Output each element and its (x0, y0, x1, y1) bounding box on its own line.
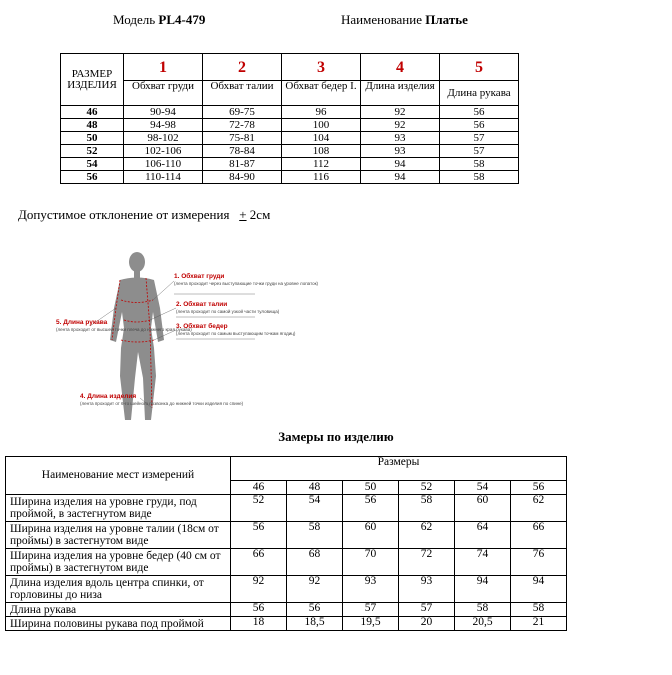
measurement-value: 93 (343, 576, 399, 603)
value-cell: 100 (282, 119, 361, 132)
measurement-value: 92 (231, 576, 287, 603)
col-label-hips: Обхват бедер I. (282, 81, 361, 106)
measurement-value: 62 (511, 495, 567, 522)
size-table (60, 53, 519, 184)
measurement-value: 94 (511, 576, 567, 603)
measurement-name: Ширина изделия на уровне талии (18см от проймы) в застегнутом виде (6, 522, 231, 549)
measurement-name: Ширина изделия на уровне бедер (40 см от проймы) в застегнутом виде (6, 549, 231, 576)
size-cell: 56 (61, 171, 124, 184)
size-header-cell: 54 (455, 481, 511, 495)
measurement-value: 58 (511, 603, 567, 617)
size-cell: 50 (61, 132, 124, 145)
measurement-value: 18 (231, 617, 287, 631)
value-cell: 69-75 (203, 106, 282, 119)
size-header-cell: 46 (231, 481, 287, 495)
measurement-value: 56 (231, 603, 287, 617)
measurement-row (6, 495, 567, 522)
measurement-value: 52 (231, 495, 287, 522)
col-number-4: 4 (361, 54, 440, 81)
name-label: Наименование (341, 12, 422, 27)
measurement-value: 19,5 (343, 617, 399, 631)
size-header-cell: 48 (287, 481, 343, 495)
model-value: PL4-479 (158, 12, 206, 27)
measurement-value: 56 (231, 522, 287, 549)
size-cell: 54 (61, 158, 124, 171)
col-label-length: Длина изделия (361, 81, 440, 106)
value-cell: 92 (361, 119, 440, 132)
measurement-value: 72 (399, 549, 455, 576)
value-cell: 112 (282, 158, 361, 171)
value-cell: 58 (440, 158, 519, 171)
size-row (61, 106, 519, 119)
col-number-1: 1 (124, 54, 203, 81)
col-number-3: 3 (282, 54, 361, 81)
fig-sub-waist: (лента проходит по самой узкой части туловища) (176, 309, 280, 314)
measurement-name: Ширина половины рукава под проймой (6, 617, 231, 631)
tolerance-note (18, 207, 270, 223)
value-cell: 81-87 (203, 158, 282, 171)
fig-sub-sleeve: (лента проходит от высшей точки плеча до нижнего края рукава) (56, 327, 192, 332)
measurement-value: 20 (399, 617, 455, 631)
measurement-value: 54 (287, 495, 343, 522)
measurement-value: 62 (399, 522, 455, 549)
value-cell: 57 (440, 132, 519, 145)
measurements-table (5, 456, 567, 631)
measurements-title: Замеры по изделию (278, 429, 394, 444)
measurement-value: 56 (287, 603, 343, 617)
fig-label-waist: 2. Обхват талии (176, 301, 228, 308)
fig-label-sleeve: 5. Длина рукава (56, 319, 108, 326)
measurement-value: 66 (511, 522, 567, 549)
measurement-value: 76 (511, 549, 567, 576)
name-header: Наименование мест измерений (6, 457, 231, 495)
fig-label-chest: 1. Обхват груди (174, 273, 225, 280)
measurement-value: 56 (343, 495, 399, 522)
name-value: Платье (425, 12, 468, 27)
measurement-name: Ширина изделия на уровне груди, под проймой, в застегнутом виде (6, 495, 231, 522)
measurement-row (6, 549, 567, 576)
measurement-value: 74 (455, 549, 511, 576)
size-header-cell: 56 (511, 481, 567, 495)
fig-sub-chest: (лента проходит через выступающие точки груди на уровне лопаток) (174, 281, 319, 286)
value-cell: 116 (282, 171, 361, 184)
value-cell: 104 (282, 132, 361, 145)
measurement-value: 93 (399, 576, 455, 603)
fig-label-length: 4. Длина изделия (80, 393, 137, 400)
leader-lines (90, 281, 255, 408)
size-header-cell: 52 (399, 481, 455, 495)
size-row (61, 119, 519, 132)
measurement-value: 60 (343, 522, 399, 549)
model-line (113, 12, 205, 28)
size-header-cell: 50 (343, 481, 399, 495)
size-cell: 52 (61, 145, 124, 158)
value-cell: 93 (361, 132, 440, 145)
col-label-sleeve: Длина рукава (440, 81, 519, 106)
measurement-value: 94 (455, 576, 511, 603)
measurement-value: 92 (287, 576, 343, 603)
measurement-value: 64 (455, 522, 511, 549)
measurement-name: Длина рукава (6, 603, 231, 617)
measurement-row (6, 576, 567, 603)
size-row (61, 171, 519, 184)
value-cell: 78-84 (203, 145, 282, 158)
value-cell: 56 (440, 106, 519, 119)
tolerance-value: 2см (246, 207, 271, 222)
col-number-5: 5 (440, 54, 519, 81)
size-row (61, 132, 519, 145)
measurement-value: 70 (343, 549, 399, 576)
col-label-chest: Обхват груди (124, 81, 203, 106)
measurement-value: 66 (231, 549, 287, 576)
tolerance-text: Допустимое отклонение от измерения (18, 207, 230, 222)
value-cell: 96 (282, 106, 361, 119)
value-cell: 102-106 (124, 145, 203, 158)
measurement-value: 18,5 (287, 617, 343, 631)
value-cell: 98-102 (124, 132, 203, 145)
value-cell: 94-98 (124, 119, 203, 132)
measurement-row (6, 522, 567, 549)
name-line (341, 12, 468, 28)
value-cell: 108 (282, 145, 361, 158)
col-label-waist: Обхват талии (203, 81, 282, 106)
value-cell: 57 (440, 145, 519, 158)
value-cell: 94 (361, 171, 440, 184)
size-col-header: РАЗМЕР ИЗДЕЛИЯ (61, 54, 124, 106)
body-measurement-figure (50, 248, 319, 430)
value-cell: 72-78 (203, 119, 282, 132)
size-cell: 48 (61, 119, 124, 132)
measurement-value: 60 (455, 495, 511, 522)
measurement-name: Длина изделия вдоль центра спинки, от горловины до низа (6, 576, 231, 603)
measurement-value: 57 (399, 603, 455, 617)
measurement-value: 58 (455, 603, 511, 617)
measurement-row (6, 603, 567, 617)
size-row (61, 145, 519, 158)
measurement-value: 68 (287, 549, 343, 576)
measurement-value: 57 (343, 603, 399, 617)
size-row (61, 158, 519, 171)
value-cell: 75-81 (203, 132, 282, 145)
col-number-2: 2 (203, 54, 282, 81)
tolerance-plus-minus: + (239, 207, 247, 222)
value-cell: 92 (361, 106, 440, 119)
fig-label-hips: 3. Обхват бедер (176, 323, 228, 330)
value-cell: 58 (440, 171, 519, 184)
measurement-value: 21 (511, 617, 567, 631)
value-cell: 106-110 (124, 158, 203, 171)
measurement-value: 58 (399, 495, 455, 522)
value-cell: 93 (361, 145, 440, 158)
fig-sub-hips: (лента проходит по самым выступающим точкам ягодиц) (176, 331, 296, 336)
model-label: Модель (113, 12, 156, 27)
measurement-value: 58 (287, 522, 343, 549)
value-cell: 90-94 (124, 106, 203, 119)
value-cell: 84-90 (203, 171, 282, 184)
fig-sub-length: (лента проходит от 6-го шейного позвонка до нижней точки изделия по спине) (80, 401, 244, 406)
value-cell: 94 (361, 158, 440, 171)
value-cell: 110-114 (124, 171, 203, 184)
measurement-value: 20,5 (455, 617, 511, 631)
value-cell: 56 (440, 119, 519, 132)
size-cell: 46 (61, 106, 124, 119)
measurement-row (6, 617, 567, 631)
sizes-header: Размеры (231, 457, 567, 481)
